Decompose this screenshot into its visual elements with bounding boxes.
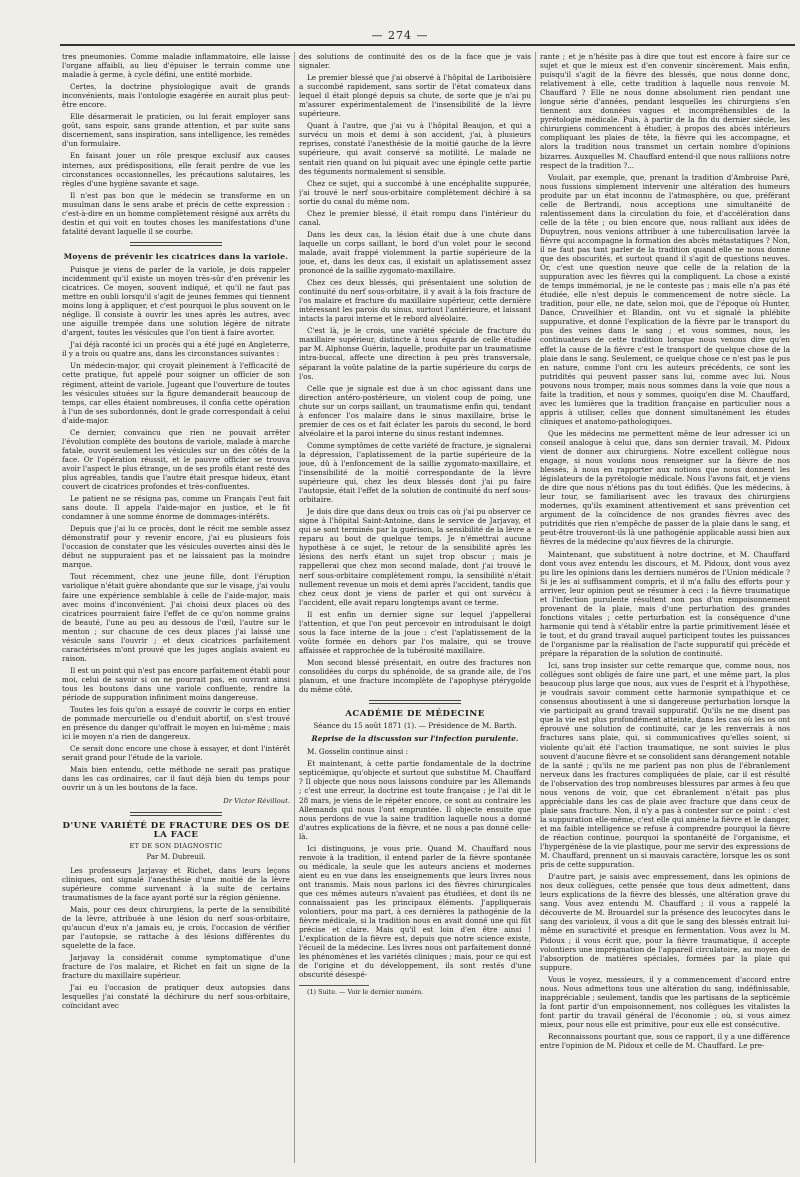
paragraph: Mais, pour ces deux chirurgiens, la perte de la sensibilité de la lèvre, attribuée à une lésion du nerf sous-orbitaire, qu'aucun d'eux n'a jamais eu, je crois, l'occasion de vérifier par l'autopsie, se rattache à des lésions différentes du squelette de la face. (62, 904, 290, 951)
article-subtitle: ET DE SON DIAGNOSTIC (129, 841, 223, 850)
paragraph: Ici, sans trop insister sur cette remarque que, comme nous, nos collègues sont obligés de faire une part, et une même part, la plus beaucoup plus large que nous, aux vues de l'esprit et à l'hypothèse, je voudrais savoir comment cette harmonie sympathique et ce consensus aboutissent à une si dangereuse perturbation lorsque la vie participait au grand travail suppuratif. Qu'ils ne me disent pas que la vie est plus profondément atteinte, dans les cas où les os ont éprouvé une solution de continuité, car je les renverrais à nos fractures sans plaie, qui, si communicatives qu'elles soient, si violente qu'ait été l'action traumatique, ne sont suivies le plus souvent d'aucune fièvre et se consolident sans dérangement notable de la santé ; qu'ils ne me parlent pas non plus de l'ébranlement nerveux dans les fractures compliquées de plaie, car il est résulté de l'observation des trop nombreuses blessures par armes à feu que nous venons de voir, que cet ébranlement n'était pas plus appréciable dans les cas de plaie avec fracture que dans ceux de plaie sans fracture. Non, il n'y a pas à contester sur ce point : c'est la suppuration elle-même, c'est elle qui amène la fièvre et le danger, et ma faible intelligence se refuse à comprendre pourquoi la fièvre de réaction continue, pourquoi la spontanéité de l'organisme, et l'hypergénèse de la vie plastique, pour me servir des expressions de M. Chauffard, prennent un si mauvais caractère, lorsque les os sont pris de cette suppuration. (540, 661, 790, 870)
paragraph: Chez le premier blessé, il était rompu dans l'intérieur du canal. (299, 208, 531, 227)
article-title: D'UNE VARIÉTÉ DE FRACTURE DES OS DE LA FACE (62, 820, 290, 840)
paragraph: Ce dernier, convaincu que rien ne pouvait arrêter l'évolution complète des boutons de variole, malade à marche fatale, ouvrit seulement les vésicules sur un des côtés de la face. Or l'opération réussit, et le pauvre officier se trouva avoir l'aspect le plus étrange, un de ses profils étant resté des plus agréables, tandis que l'autre était presque hideux, étant couvert de cicatrices profondes et très-confluentes. (62, 427, 290, 492)
paragraph: Que les médecins me permettent même de leur adresser ici un conseil analogue à celui que, dans son dernier travail, M. Pidoux vient de donner aux chirurgiens. Notre excellent collègue nous engage, si nous voulons nous renseigner sur la fièvre de nos blessés, à nous en rapporter aux notions que nous donnent les législateurs de la pyrétologie médicale. Nous l'avons fait, et je viens de dire que nous n'étions pas du tout édifiés. Que les médecins, à leur tour, se familiarisent avec les travaux des chirurgiens modernes, qu'ils examinent attentivement et sans prévention cet argument de la coïncidence de nos grandes fièvres avec des putridités que rien n'empêche de passer de la plaie dans le sang, et peut-être trouveront-ils là une pathogénie applicable aussi bien aux fièvres de la médecine qu'aux fièvres de la chirurgie. (540, 428, 790, 547)
discussion-title: Reprise de la discussion sur l'infection purulente. (311, 734, 519, 744)
column-divider (294, 52, 295, 1163)
paragraph: Vous le voyez, messieurs, il y a commencement d'accord entre nous. Nous admettons tous une altération du sang, indéfinissable, inappréciable ; seulement, tandis que les partisans de la septicémie la font partir d'un empoisonnement, nos collègues les vitalistes la font partir du travail général de l'économie ; où, si vous aimez mieux, pour nous elle est primitive, pour eux elle est consécutive. (540, 974, 790, 1029)
paragraph: M. Gosselin continue ainsi : (307, 747, 409, 757)
page-number: — 274 — (371, 29, 429, 42)
paragraph: Dans les deux cas, la lésion était due à une chute dans laquelle un corps saillant, le bord d'un volet pour le second malade, avait frappé violemment la partie supérieure de la joue, et, dans les deux cas, il existait un aplatissement assez prononcé de la saillie zygomato-maxillaire. (299, 229, 531, 276)
column-3 (540, 52, 790, 1163)
paragraph: Il est un point qui n'est pas encore parfaitement établi pour moi, celui de savoir si on ne pourrait pas, en ouvrant ainsi tous les boutons dans une variole confluente, rendre la période de suppuration infiniment moins dangereuse. (62, 665, 290, 703)
separator (369, 700, 462, 704)
author-signature: Dr Victor Révillout. (223, 796, 290, 805)
paragraph: Les professeurs Jarjavay et Richet, dans leurs leçons cliniques, ont signalé l'anesthésie d'une moitié de la lèvre supérieure comme survenant à la suite de certains traumatismes de la face ayant porté sur la région génienne. (62, 865, 290, 902)
separator (130, 812, 221, 816)
paragraph: rante ; et je n'hésite pas à dire que tout est encore à faire sur ce sujet et que le mieux est d'en convenir sincèrement. Mais enfin, puisqu'il s'agit de la fièvre des blessés, que nous donne donc, relativement à elle, cette tradition à laquelle nous renvoie M. Chauffard ? Elle ne nous donne absolument rien pendant une longue série d'années, pendant lesquelles les chirurgiens s'en tiennent aux données vagues et incompréhensibles de la pyrétologie médicale. Puis, à partir de la fin du dernier siècle, les chirurgiens commencent à étudier, à propos des abcès intérieurs compliquant les plaies de tête, la fièvre qui les accompagne, et alors la tradition nous transmet un certain nombre d'opinions bizarres. Auxquelles M. Chauffard entend-il que nous ralliions notre respect de la tradition ?... (540, 52, 790, 170)
paragraph: Mais bien entendu, cette méthode ne serait pas pratique dans les cas ordinaires, car il faut déjà bien du temps pour ouvrir un à un les boutons de la face. (62, 765, 290, 793)
paragraph: J'ai eu l'occasion de pratiquer deux autopsies dans lesquelles j'ai constaté la déchirure du nerf sous-orbitaire, coïncidant avec (62, 983, 290, 1011)
paragraph: Depuis que j'ai lu ce procès, dont le récit me semble assez démonstratif pour y revenir encore, j'ai eu plusieurs fois l'occasion de constater que les vésicules ouvertes ainsi dès le début ne suppuraient pas et ne laissaient pas la moindre marque. (62, 524, 290, 570)
paragraph: En faisant jouer un rôle presque exclusif aux causes internes, aux prédispositions, elle ferait perdre de vue les circonstances occasionnelles, les précautions salutaires, les règles d'une hygiène savante et sage. (62, 151, 290, 188)
paragraph: Chez ce sujet, qui a succombé à une encéphalite suppurée, j'ai trouvé le nerf sous-orbitaire complètement déchiré à sa sortie du canal du même nom. (299, 178, 531, 206)
paragraph: Certes, la doctrine physiologique avait de grands inconvénients, mais l'ontologie exagérée en aurait plus peut-être encore. (62, 82, 290, 110)
academy-title: ACADÉMIE DE MÉDECINE (345, 709, 485, 720)
paragraph: C'est là, je le crois, une variété spéciale de fracture du maxillaire supérieur, distincte à tous égards de celle étudiée par M. Alphonse Guérin, laquelle, produite par un traumatisme intra-buccal, affecte une direction à peu près transversale, séparant la voûte palatine de la partie supérieure du corps de l'os. (299, 326, 531, 381)
column-2 (299, 52, 531, 1163)
separator (130, 242, 221, 246)
paragraph: Toutes les fois qu'on a essayé de couvrir le corps en entier de pommade mercurielle ou d'enduit abortif, on s'est trouvé en présence du danger qu'offrait le moyen en lui-même ; mais ici le moyen n'a rien de dangereux. (62, 705, 290, 742)
paragraph: Reconnaissons pourtant que, sous ce rapport, il y a une différence entre l'opinion de M. Pidoux et celle de M. Chauffard. Le pre- (540, 1031, 790, 1051)
article-byline: Par M. Dubreuil. (146, 852, 206, 861)
paragraph: Celle que je signale est due à un choc agissant dans une direction antéro-postérieure, un violent coup de poing, une chute sur un corps saillant, un traumatisme enfin qui, tendant à enfoncer l'os malaire dans le sinus maxillaire, brise le premier de ces os et fait éclater les parois du second, le bord alvéolaire et la paroi interne du sinus restant indemnes. (299, 383, 531, 438)
footnote-rule (299, 985, 369, 986)
paragraph: Il n'est pas bon que le médecin se transforme en un musulman dans le sens arabe et précis de cette expression : c'est-à-dire en un homme complètement résigné aux arrêts du destin et qui voit en toutes choses les manifestations d'une fatalité devant laquelle il se courbe. (62, 190, 290, 236)
paragraph: Voulait, par exemple, que, prenant la tradition d'Ambroise Paré, nous fussions simplement intervenir une altération des humeurs produite par un état inconnu de l'atmosphère, ou que, préférant celle de Bertrandi, nous acceptions une simultanéité de ralentissement dans la circulation du foie, et d'accélération dans celle de la tête ; ou bien encore que, nous ralliant aux idées de Dupuytren, nous venions attribuer à une tuberculisation larvée la fièvre qui accompagne la formation des abcès métastatiques ? Non, il ne faut pas tant parler de la tradition quand elle ne nous donne que des obscurités, et surtout quand il s'agit de questions neuves. Or, c'est une question neuve que celle de la relation de la suppuration avec les fièvres qui la compliquent. La chose a existé de temps immémorial, je ne le conteste pas ; mais elle n'a pas été étudiée, elle n'est depuis le commencement de notre siècle. La tradition, pour elle, ne date, selon moi, que de l'époque où Hunter, Dance, Cruveilhier et Blandin, ont vu et signalé la phlébite suppurative, et donné l'explication de la fièvre par le transport du pus des veines dans le sang ; et vous sommes, nous, les continuateurs de cette tradition lorsque nous venons dire qu'en effet la cause de la fièvre c'est le transport de quelque chose de la plaie dans le sang. Seulement, ce quelque chose ce n'est pas le pus en nature, comme l'ont cru les auteurs précédents, ce sont les putridités qui peuvent passer sans lui, comme avec lui. Nous pouvons nous tromper, mais nous sommes dans la voie que nous a faite la tradition, et nous y sommes, quoiqu'en dise M. Chauffard, avec les lumières que la tradition française en particulier nous a appris à utiliser, celles que donnent simultanément les études cliniques et anatomo-pathologiques. (540, 172, 790, 426)
paragraph: Chez ces deux blessés, qui présentaient une solution de continuité du nerf sous-orbitaire, il y avait à la fois fracture de l'os malaire et fracture du maxillaire supérieur, cette dernière intéressant les parois du sinus, surtout l'antérieure, et laissant intacts la paroi interne et le rebord alvéolaire. (299, 278, 531, 324)
paragraph: Ici distinguons, je vous prie. Quand M. Chauffard nous renvoie à la tradition, il entend parler de la fièvre spontanée ou médicale, la seule que les auteurs anciens et modernes aient eu en vue dans les enseignements que leurs livres nous ont transmis. Mais nous parlons ici des fièvres chirurgicales que ces mêmes auteurs n'avaient pas étudiées, et dont ils ne connaissaient pas les principaux éléments. J'appliquerais volontiers, pour ma part, à ces dernières la pathogénie de la fièvre médicale, si la tradition nous en avait donné une qui fût précise et claire. Mais qu'il est loin d'en être ainsi ! L'explication de la fièvre est, depuis que notre science existe, l'écueil de la médecine. Les livres nous ont parfaitement donné les phénomènes et les variétés cliniques ; mais, pour ce qui est de l'origine et du développement, ils sont restés d'une obscurité désespé- (299, 843, 531, 980)
paragraph: Mon second blessé présentait, en outre des fractures non consolidées du corps du sphénoïde, de sa grande aile, de l'os planum, et une fracture incomplète de l'apophyse ptérygoïde du même côté. (299, 657, 531, 695)
column-1 (62, 52, 290, 1163)
paragraph: des solutions de continuité des os de la face que je vais signaler. (299, 52, 531, 71)
paragraph: Un médecin-major, qui croyait pleinement à l'efficacité de cette pratique, fut appelé pour soigner un officier de son régiment, atteint de variole. Jugeant que l'ouverture de toutes les vésicules situées sur la figure demanderait beaucoup de temps, car elles étaient nombreuses, il confia cette opération à l'un de ses subordonnés, dont le grade correspondait à celui d'aide-major. (62, 361, 290, 425)
paragraph: J'ai déjà raconté ici un procès qui a été jugé en Angleterre, il y a trois ou quatre ans, dans les circonstances suivantes : (62, 340, 290, 359)
footnote: (1) Suite. — Voir le dernier numéro. (307, 988, 424, 997)
paragraph: Jarjavay la considérait comme symptomatique d'une fracture de l'os malaire, et Richet en fait un signe de la fracture du maxillaire supérieur. (62, 953, 290, 981)
paragraph: Ce serait donc encore une chose à essayer, et dont l'intérêt serait grand pour l'étude de la variole. (62, 744, 290, 763)
paragraph: Et maintenant, à cette partie fondamentale de la doctrine septicémique, qu'objecte et surtout que substitue M. Chauffard ? Il objecte que nous nous laissons conduire par les Allemands ; c'est une erreur, la doctrine est toute française ; je l'ai dit le 28 mars, je viens de le répéter encore, ce sont au contraire les Allemands qui nous l'ont empruntée. Il objecte ensuite que nous perdons de vue la saine tradition laquelle nous a donné d'autres explications de la fièvre, et ne nous a pas donné celle-là. (299, 759, 531, 841)
paragraph: Il est enfin un dernier signe sur lequel j'appellerai l'attention, et que l'on peut percevoir en introduisant le doigt sous la face interne de la joue : c'est l'aplatissement de la voûte formée en dehors par l'os malaire, qui se trouve affaissée et rapprochée de la tubérosité maxillaire. (299, 609, 531, 655)
session-line: Séance du 15 août 1871 (1). — Présidence de M. Barth. (313, 721, 517, 731)
column-divider (535, 52, 536, 1163)
paragraph: Je dois dire que dans deux ou trois cas où j'ai pu observer ce signe à l'hôpital Saint-Antoine, dans le service de Jarjavay, et qui se sont terminés par la guérison, la sensibilité de la lèvre a reparu au bout de quelque temps. Je n'émettrai aucune hypothèse à ce sujet, le retour de la sensibilité après les lésions des nerfs étant un sujet trop obscur ; mais je rappellerai que chez mon second malade, dont j'ai trouvé le nerf sous-orbitaire complètement rompu, la sensibilité n'était nullement revenue un mois et demi après l'accident, tandis que chez ceux dont je viens de parler et qui ont survécu à l'accident, elle avait reparu longtemps avant ce terme. (299, 507, 531, 607)
paragraph: Comme symptômes de cette variété de fracture, je signalerai la dépression, l'aplatissement de la partie supérieure de la joue, dû à l'enfoncement de la saillie zygomato-maxillaire, et l'insensibilité de la moitié correspondante de la lèvre supérieure qui, chez les deux blessés dont j'ai pu faire l'autopsie, était l'effet de la solution de continuité du nerf sous-orbitaire. (299, 440, 531, 505)
paragraph: Tout récemment, chez une jeune fille, dont l'éruption variolique n'était guère abondante que sur le visage, j'ai voulu faire une expérience semblable à celle de l'aide-major, mais avec moins d'inconvénient. J'ai choisi deux places où des cicatrices pourraient faire l'effet de ce qu'on nomme grains de beauté, l'une au peu au dessous de l'œil, l'autre sur le menton ; sur chacune de ces deux places j'ai laissé une vésicule sans l'ouvrir ; et deux cicatrices parfaitement caractérisées m'ont prouvé que les juges anglais avaient eu raison. (62, 572, 290, 663)
paragraph: tres pneumonies. Comme maladie inflammatoire, elle laisse l'organe affaibli, au lieu d'épuiser le terrain comme une maladie à germe, à cycle défini, une entité morbide. (62, 52, 290, 80)
paragraph: Le premier blessé que j'ai observé à l'hôpital de Lariboisière a succombé rapidement, sans sortir de l'état comateux dans lequel il était plongé depuis sa chute, de sorte que je n'ai pu m'assurer expérimentalement de l'insensibilité de la lèvre supérieure. (299, 73, 531, 119)
paragraph: Puisque je viens de parler de la variole, je dois rappeler incidemment qu'il existe un moyen très-sûr d'en prévenir les cicatrices. Ce moyen, souvent indiqué, et qu'il ne faut pas mettre en oubli lorsqu'il s'agit de jeunes femmes qui tiennent moins long à appliquer, et c'est pourquoi le plus souvent on le néglige. Il consiste à ouvrir les unes après les autres, avec une aiguille trempée dans une solution légère de nitrate d'argent, toutes les vésicules que l'on tient à faire avorter. (62, 264, 290, 338)
section-title: Moyens de prévenir les cicatrices dans la variole. (63, 251, 289, 261)
paragraph: Elle désarmerait le praticien, ou lui ferait employer sans goût, sans espoir, sans grande attention, et par suite sans discernement, sans inspiration, sans intelligence, les remèdes d'un formulaire. (62, 112, 290, 149)
paragraph: Maintenant, que substituent à notre doctrine, et M. Chauffard dont vous avez entendu les discours, et M. Pidoux, dont vous avez pu lire les opinions dans les derniers numéros de l'Union médicale ? Si je les ai suffisamment compris, et il m'a fallu des efforts pour y arriver, leur opinion peut se résumer à ceci : la fièvre traumatique et l'infection purulente résultent non pas d'un empoisonnement provenant de la plaie, mais d'une perturbation des grandes fonctions vitales ; cette perturbation est la conséquence d'une harmonie qui tend à s'établir entre la partie primitivement lésée et le tout, et du grand travail auquel participent toutes les puissances de l'organisme par la réalisation de l'acte suppuratif qui précède et prépare la réparation de la solution de continuité. (540, 549, 790, 659)
paragraph: D'autre part, je saisis avec empressement, dans les opinions de nos deux collègues, cette pensée que tous deux admettent, dans leurs explications de la fièvre des blessés, une altération grave du sang. Vous avez entendu M. Chauffard ; il vous a rappelé la découverte de M. Brouardel sur la présence des leucocytes dans le sang des varioleux, il vous a dit que le sang des blessés entrait lui-même en suractivité et presque en fermentation. Vous avez lu M. Pidoux ; il vous écrit que, pour la fièvre traumatique, il accepte volontiers une imprégnation de l'appareil circulatoire, au moyen de l'absorption de matières spéciales, formées par la plaie qui suppure. (540, 872, 790, 972)
header-rule (60, 44, 795, 46)
paragraph: Quant à l'autre, que j'ai vu à l'hôpital Beaujon, et qui a survécu un mois et demi à son accident, j'ai, à plusieurs reprises, constaté l'anesthésie de la moitié gauche de la lèvre supérieure, qui avait conservé sa motilité. Le malade ne sentait rien quand on lui piquait avec une épingle cette partie des téguments normalement si sensible. (299, 121, 531, 176)
paragraph: Le patient ne se résigna pas, comme un Français l'eut fait sans doute. Il appela l'aide-major en justice, et le fit condamner à une somme énorme de dommages-intérêts. (62, 494, 290, 522)
